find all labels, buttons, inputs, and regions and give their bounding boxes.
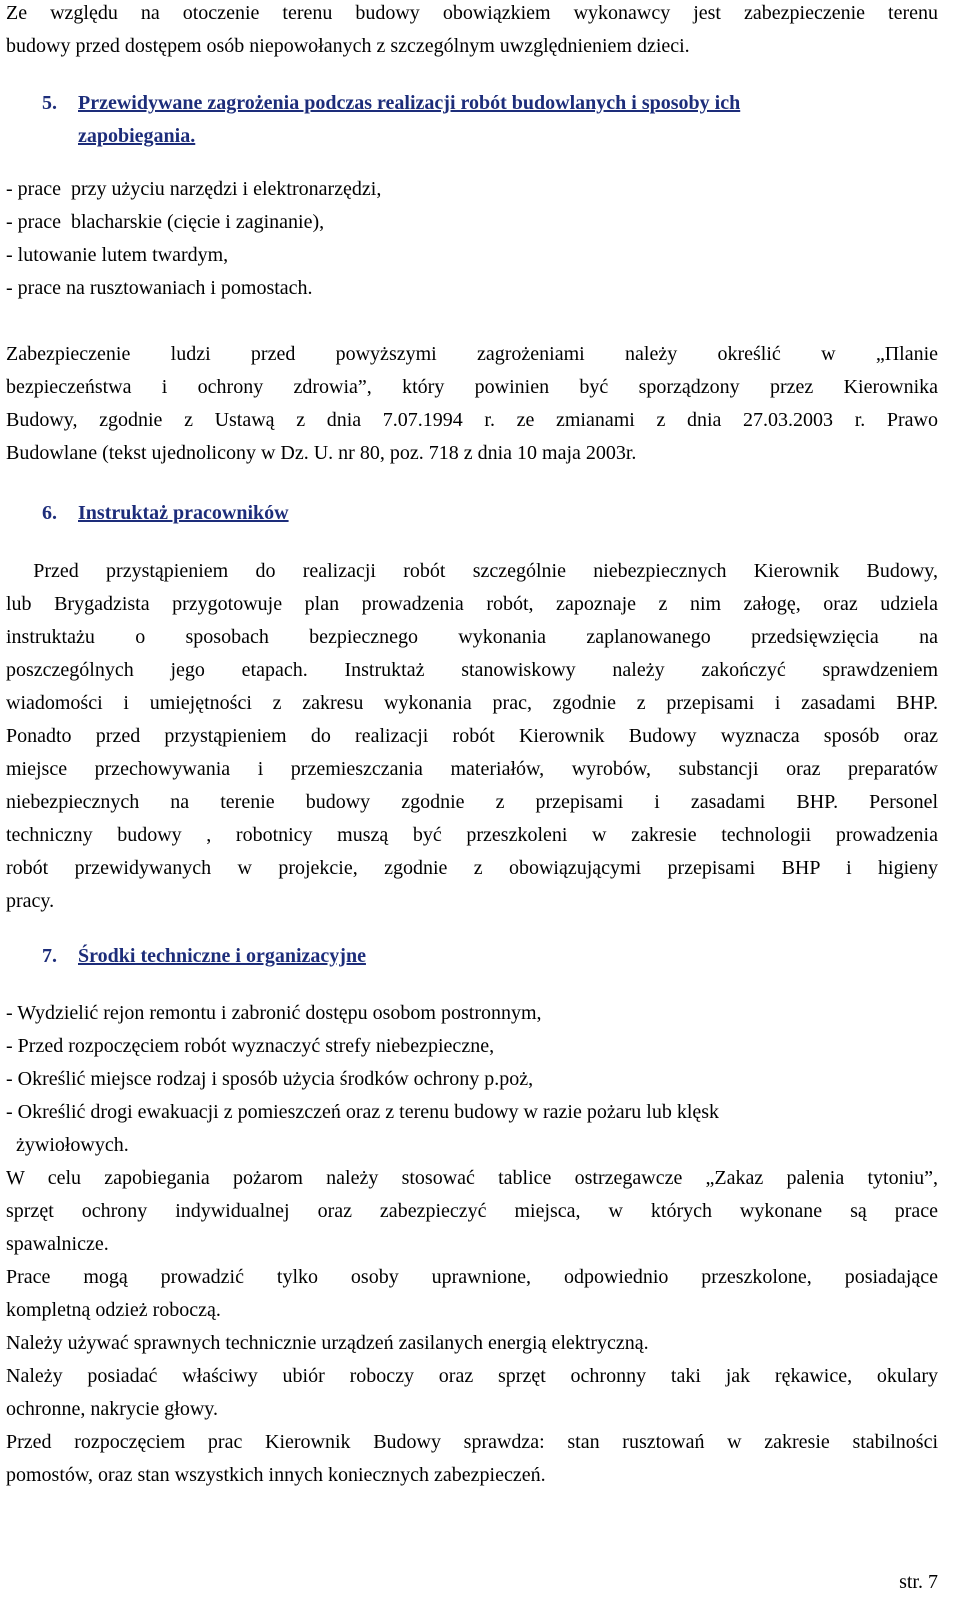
paragraph-line: Budowlane (tekst ujednolicony w Dz. U. nr 80, poz. 718 z dnia 10 maja 2003r. (6, 442, 637, 464)
intro-paragraph (6, 0, 938, 63)
paragraph-line: pomostów, oraz stan wszystkich innych koniecznych zabezpieczeń. (6, 1464, 546, 1486)
section-5-number: 5. (42, 92, 57, 114)
list-item: - prace blacharskie (cięcie i zaginanie), (6, 211, 325, 233)
section-7-number: 7. (42, 945, 57, 967)
hazard-list (6, 173, 938, 305)
section-5-title-line (6, 120, 938, 153)
paragraph-line: Należy używać sprawnych technicznie urządzeń zasilanych energią elektryczną. (6, 1332, 649, 1354)
section-6-paragraph (6, 555, 938, 918)
list-item: - prace przy użyciu narzędzi i elektronarzędzi, (6, 178, 382, 200)
section-7-heading (6, 940, 938, 973)
paragraph-line: Przed rozpoczęciem prac Kierownik Budowy sprawdza: stan rusztowań w zakresie stabilności (6, 1431, 938, 1453)
list-item: - prace na rusztowaniach i pomostach. (6, 277, 313, 299)
paragraph-line: poszczególnych jego etapach. Instruktaż stanowiskowy należy zakończyć sprawdzeniem (6, 659, 938, 681)
section-5-heading (6, 87, 938, 153)
paragraph-line: Ponadto przed przystąpieniem do realizacji robót Kierownik Budowy wyznacza sposób oraz (6, 725, 938, 747)
paragraph-line: kompletną odzież roboczą. (6, 1299, 221, 1321)
intro-line: Ze względu na otoczenie terenu budowy obowiązkiem wykonawcy jest zabezpieczenie terenu (6, 2, 938, 24)
list-item: - Określić miejsce rodzaj i sposób użycia środków ochrony p.poż, (6, 1068, 534, 1090)
paragraph-line: spawalnicze. (6, 1233, 109, 1255)
section-5-title: Przewidywane zagrożenia podczas realizacji robót budowlanych i sposoby ich (78, 92, 741, 114)
paragraph-line: miejsce przechowywania i przemieszczania materiałów, wyrobów, substancji oraz preparatów (6, 758, 938, 780)
paragraph-line: niebezpiecznych na terenie budowy zgodnie z przepisami i zasadami BHP. Personel (6, 791, 938, 813)
intro-line: budowy przed dostępem osób niepowołanych z szczególnym uwzględnieniem dzieci. (6, 35, 690, 57)
paragraph-line: robót przewidywanych w projekcie, zgodnie z obowiązującymi przepisami BHP i higieny (6, 857, 938, 879)
list-item: - Przed rozpoczęciem robót wyznaczyć strefy niebezpieczne, (6, 1035, 495, 1057)
section-5-paragraph (6, 338, 938, 470)
paragraph-line: pracy. (6, 890, 55, 912)
paragraph-line: lub Brygadzista przygotowuje plan prowadzenia robót, zapoznaje z nim załogę, oraz udziela (6, 593, 938, 615)
list-item: - Określić drogi ewakuacji z pomieszczeń oraz z terenu budowy w razie pożaru lub klęsk (6, 1101, 720, 1123)
paragraph-line: Przed przystąpieniem do realizacji robót szczególnie niebezpiecznych Kierownik Budowy, (6, 560, 938, 582)
paragraph-line: wiadomości i umiejętności z zakresu wykonania prac, zgodnie z przepisami i zasadami BHP. (6, 692, 938, 714)
paragraph-line: Budowy, zgodnie z Ustawą z dnia 7.07.1994 r. ze zmianami z dnia 27.03.2003 r. Prawo (6, 409, 938, 431)
page-number: str. 7 (899, 1571, 938, 1593)
list-item: - Wydzielić rejon remontu i zabronić dostępu osobom postronnym, (6, 1002, 542, 1024)
section-6-title: Instruktaż pracowników (78, 502, 289, 524)
section-7-title: Środki techniczne i organizacyjne (78, 945, 366, 967)
paragraph-line: Zabezpieczenie ludzi przed powyższymi zagrożeniami należy określić w „Пlanie (6, 343, 938, 365)
section-6-heading (6, 497, 938, 530)
paragraph-line: bezpieczeństwa i ochrony zdrowia”, który powinien być sporządzony przez Kierownika (6, 376, 938, 398)
paragraph-line: W celu zapobiegania pożarom należy stosować tablice ostrzegawcze „Zakaz palenia tytoniu”, (6, 1167, 938, 1189)
section-7-paragraphs (6, 1162, 938, 1492)
section-5-title-line (6, 87, 938, 120)
paragraph-line: Należy posiadać właściwy ubiór roboczy oraz sprzęt ochronny taki jak rękawice, okulary (6, 1365, 938, 1387)
paragraph-line: techniczny budowy , robotnicy muszą być przeszkoleni w zakresie technologii prowadzenia (6, 824, 938, 846)
list-item: - lutowanie lutem twardym, (6, 244, 229, 266)
paragraph-line: instruktażu o sposobach bezpiecznego wykonania zaplanowanego przedsięwzięcia na (6, 626, 938, 648)
measures-list (6, 997, 938, 1162)
paragraph-line: ochronne, nakrycie głowy. (6, 1398, 218, 1420)
paragraph-line: Prace mogą prowadzić tylko osoby uprawnione, odpowiednio przeszkolone, posiadające (6, 1266, 938, 1288)
section-5-title-cont: zapobiegania. (78, 125, 196, 147)
section-6-number: 6. (42, 502, 57, 524)
paragraph-line: sprzęt ochrony indywidualnej oraz zabezpieczyć miejsca, w których wykonane są prace (6, 1200, 938, 1222)
list-item-cont: żywiołowych. (6, 1134, 129, 1156)
